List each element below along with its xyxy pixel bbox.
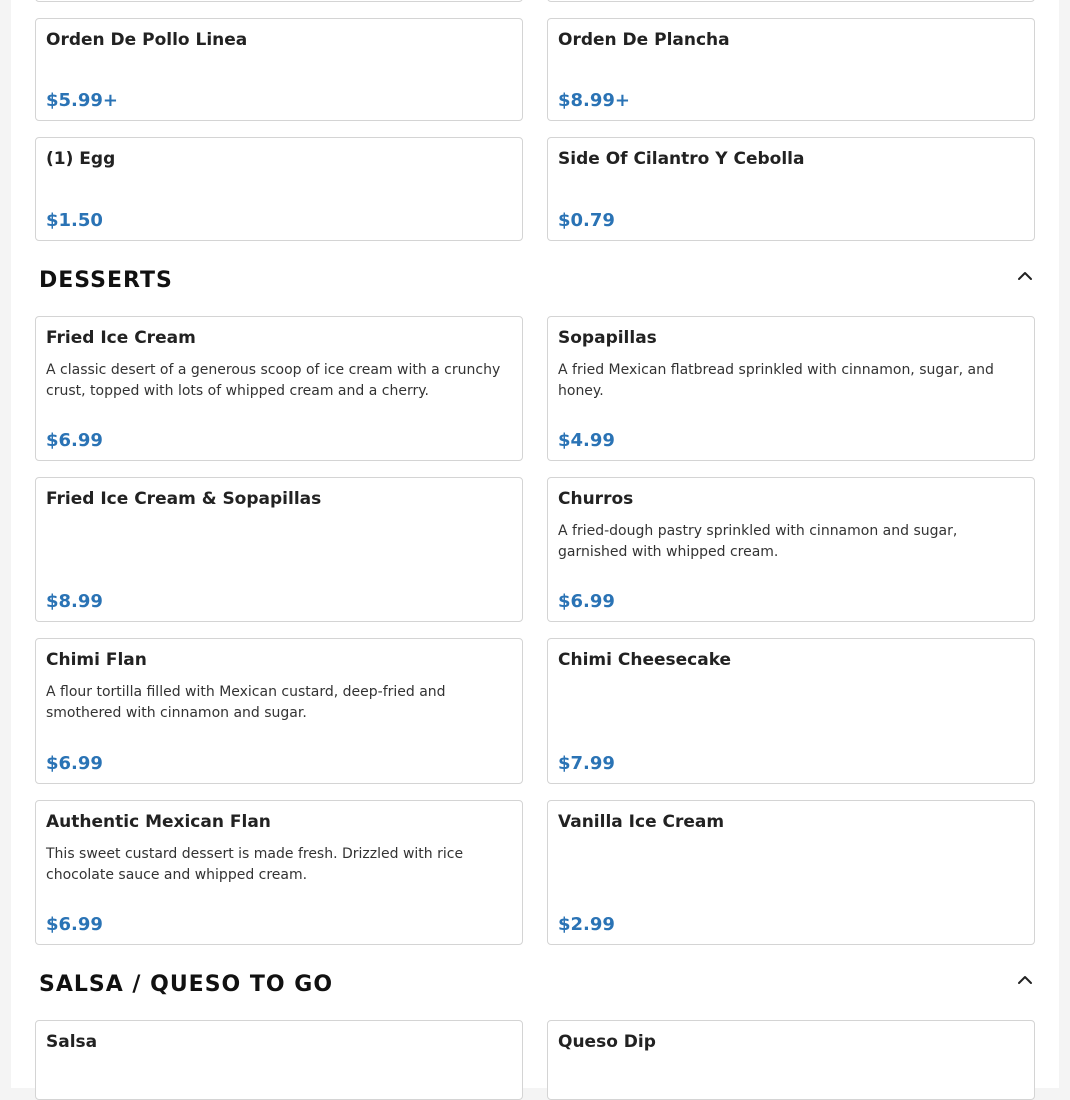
menu-item-price: $6.99 bbox=[46, 430, 103, 451]
menu-item-name: Chimi Flan bbox=[46, 650, 147, 670]
menu-item-card[interactable] bbox=[35, 316, 523, 461]
menu-item-price: $6.99 bbox=[558, 591, 615, 612]
collapse-desserts-button[interactable] bbox=[1014, 264, 1036, 286]
menu-item-card[interactable] bbox=[547, 18, 1035, 121]
section-title-salsa: SALSA / QUESO TO GO bbox=[39, 972, 334, 997]
menu-item-price: $6.99 bbox=[46, 914, 103, 935]
menu-item-name: Churros bbox=[558, 489, 634, 509]
menu-item-name: Vanilla Ice Cream bbox=[558, 812, 725, 832]
menu-item-card[interactable] bbox=[547, 137, 1035, 241]
menu-item-card[interactable] bbox=[547, 1020, 1035, 1100]
chevron-up-icon bbox=[1014, 968, 1036, 990]
menu-item-name: Authentic Mexican Flan bbox=[46, 812, 271, 832]
menu-item-price: $0.79 bbox=[558, 210, 615, 231]
menu-item-name: Side Of Cilantro Y Cebolla bbox=[558, 149, 805, 169]
menu-item-description: This sweet custard dessert is made fresh. Drizzled with rice chocolate sauce and whipped cream. bbox=[46, 846, 464, 883]
menu-item-description: A classic desert of a generous scoop of ice cream with a crunchy crust, topped with lots of whipped cream and a cherry. bbox=[46, 362, 501, 399]
menu-item-price: $1.50 bbox=[46, 210, 103, 231]
menu-item-price: $6.99 bbox=[46, 753, 103, 774]
menu-item-card[interactable] bbox=[547, 638, 1035, 784]
menu-item-name: Orden De Pollo Linea bbox=[46, 30, 248, 50]
menu-item-price: $5.99+ bbox=[46, 90, 119, 111]
menu-item-name: Queso Dip bbox=[558, 1032, 656, 1052]
menu-item-price: $8.99 bbox=[46, 591, 103, 612]
menu-item-card[interactable] bbox=[35, 18, 523, 121]
menu-item-card[interactable] bbox=[35, 638, 523, 784]
menu-item-card[interactable] bbox=[547, 316, 1035, 461]
menu-item-card[interactable] bbox=[35, 1020, 523, 1100]
menu-item-description: A flour tortilla filled with Mexican custard, deep-fried and smothered with cinnamon and sugar. bbox=[46, 684, 446, 721]
menu-item-name: Salsa bbox=[46, 1032, 98, 1052]
menu-item-card[interactable] bbox=[35, 477, 523, 622]
menu-item-name: Sopapillas bbox=[558, 328, 657, 348]
section-title-desserts: DESSERTS bbox=[39, 268, 173, 293]
menu-item-price: $7.99 bbox=[558, 753, 615, 774]
menu-item-name: Orden De Plancha bbox=[558, 30, 730, 50]
menu-item-name: Fried Ice Cream & Sopapillas bbox=[46, 489, 322, 509]
menu-item-card-partial[interactable] bbox=[547, 0, 1035, 2]
menu-item-card-partial[interactable] bbox=[35, 0, 523, 2]
menu-item-price: $8.99+ bbox=[558, 90, 631, 111]
menu-item-card[interactable] bbox=[35, 800, 523, 945]
menu-item-description: A fried-dough pastry sprinkled with cinnamon and sugar, garnished with whipped cream. bbox=[558, 523, 958, 560]
menu-item-description: A fried Mexican flatbread sprinkled with cinnamon, sugar, and honey. bbox=[558, 362, 994, 399]
menu-item-card[interactable] bbox=[547, 800, 1035, 945]
menu-item-card[interactable] bbox=[35, 137, 523, 241]
collapse-salsa-button[interactable] bbox=[1014, 968, 1036, 990]
menu-item-name: (1) Egg bbox=[46, 149, 116, 169]
menu-item-name: Fried Ice Cream bbox=[46, 328, 196, 348]
menu-item-name: Chimi Cheesecake bbox=[558, 650, 732, 670]
menu-item-price: $4.99 bbox=[558, 430, 615, 451]
menu-item-price: $2.99 bbox=[558, 914, 615, 935]
menu-item-card[interactable] bbox=[547, 477, 1035, 622]
chevron-up-icon bbox=[1014, 264, 1036, 286]
